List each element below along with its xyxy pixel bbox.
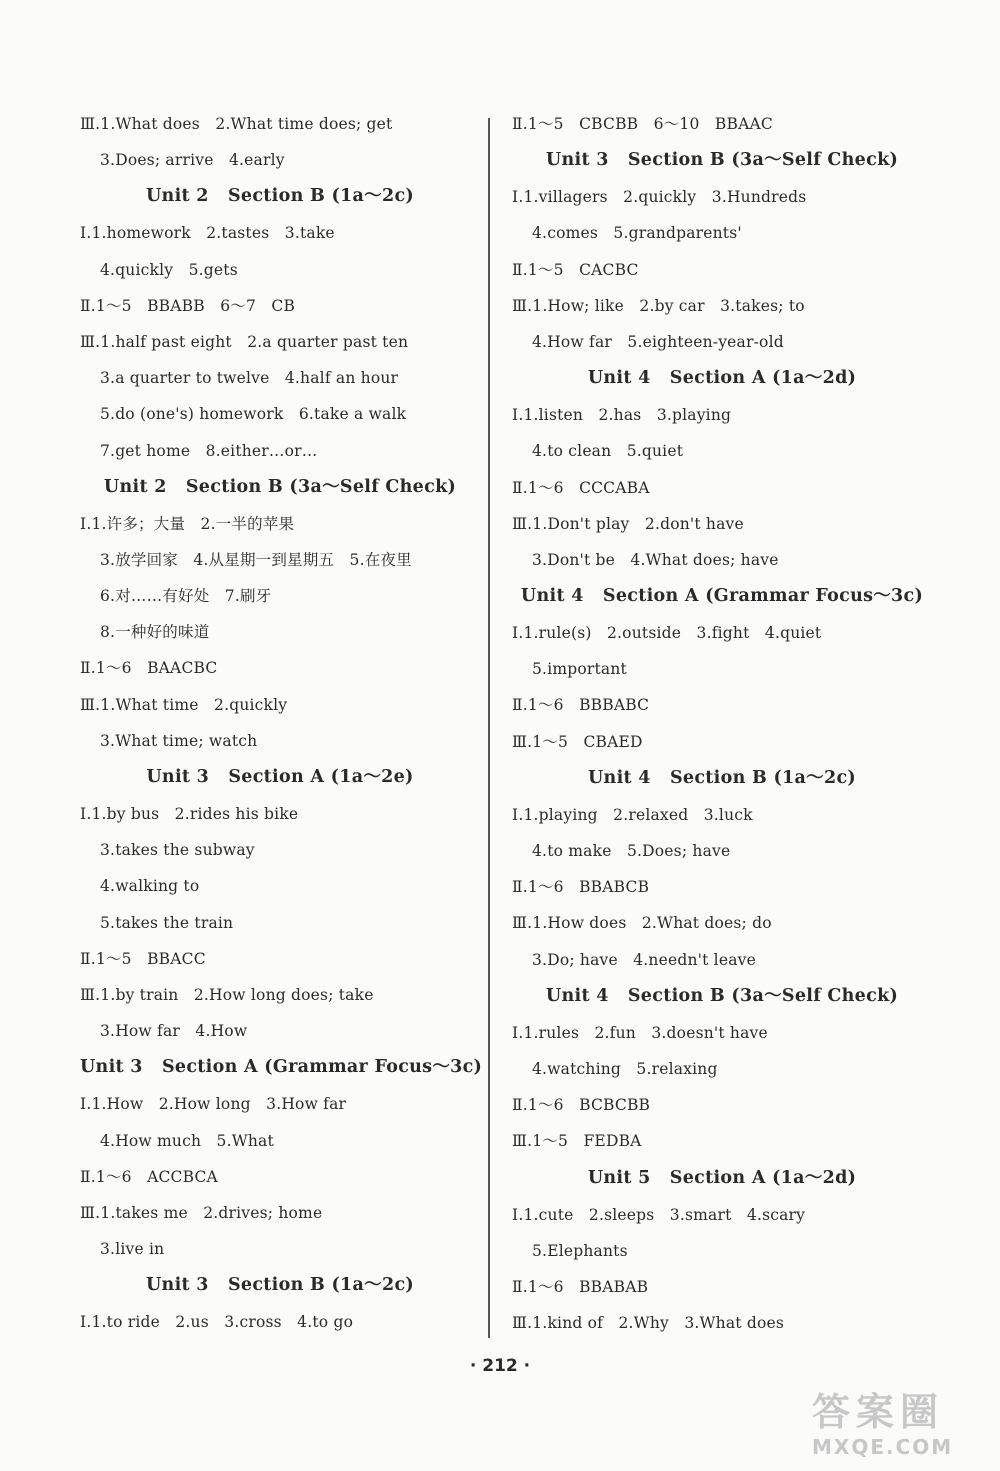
- answer-line: Ⅱ.1～5 CACBC: [512, 260, 639, 279]
- section-heading: Unit 2 Section B (3a～Self Check): [103, 476, 457, 497]
- answer-line: 3.放学回家 4.从星期一到星期五 5.在夜里: [100, 550, 412, 569]
- answer-line: 3.live in: [100, 1240, 165, 1259]
- section-heading: Unit 5 Section A (1a～2d): [587, 1167, 857, 1188]
- section-heading: Unit 4 Section A (Grammar Focus～3c): [520, 586, 924, 607]
- answer-line: 4.to clean 5.quiet: [532, 442, 684, 461]
- answer-line: Ⅱ.1～6 BBABAB: [512, 1277, 649, 1296]
- answer-line: Ⅱ.1～6 ACCBCA: [80, 1167, 218, 1186]
- answer-line: Ⅰ.1.to ride 2.us 3.cross 4.to go: [80, 1313, 354, 1332]
- answer-line: Ⅲ.1.How; like 2.by car 3.takes; to: [512, 296, 805, 315]
- answer-line: Ⅱ.1～6 BCBCBB: [512, 1096, 651, 1115]
- answer-line: Ⅱ.1～5 CBCBB 6～10 BBAAC: [512, 115, 773, 133]
- answer-line: Ⅲ.1.kind of 2.Why 3.What does: [512, 1314, 785, 1333]
- section-heading: Unit 4 Section B (3a～Self Check): [545, 985, 899, 1006]
- answer-line: 3.Does; arrive 4.early: [100, 151, 285, 170]
- answer-line: Ⅰ.1.by bus 2.rides his bike: [80, 805, 299, 823]
- answer-line: Ⅰ.1.homework 2.tastes 3.take: [80, 224, 335, 243]
- section-heading: Unit 3 Section A (1a～2e): [146, 767, 414, 787]
- section-heading: Unit 3 Section B (1a～2c): [145, 1275, 414, 1296]
- answer-line: Ⅰ.1.许多；大量 2.一半的苹果: [80, 514, 295, 533]
- answer-line: 3.What time; watch: [100, 731, 258, 750]
- answer-line: Ⅲ.1.Don't play 2.don't have: [512, 514, 744, 533]
- answer-line: 3.takes the subway: [100, 841, 255, 860]
- answer-line: Ⅱ.1～6 BAACBC: [80, 659, 218, 678]
- answer-line: Ⅰ.1.playing 2.relaxed 3.luck: [512, 805, 753, 824]
- answer-line: Ⅲ.1.What does 2.What time does; get: [80, 115, 393, 133]
- answer-line: 4.to make 5.Does; have: [532, 842, 731, 860]
- right-column: [512, 106, 932, 1341]
- section-heading: Unit 4 Section B (1a～2c): [587, 767, 856, 788]
- section-heading: Unit 3 Section B (3a～Self Check): [545, 150, 899, 171]
- section-heading: Unit 4 Section A (1a～2d): [587, 368, 857, 389]
- answer-line: 4.comes 5.grandparents': [532, 224, 742, 243]
- section-heading: Unit 2 Section B (1a～2c): [145, 186, 414, 207]
- answer-line: Ⅲ.1.by train 2.How long does; take: [80, 985, 374, 1004]
- page-number: · 212 ·: [469, 1356, 531, 1376]
- answer-line: Ⅰ.1.rule(s) 2.outside 3.fight 4.quiet: [512, 624, 822, 643]
- answer-line: 4.watching 5.relaxing: [532, 1059, 718, 1078]
- answer-line: Ⅲ.1.takes me 2.drives; home: [80, 1203, 323, 1222]
- answer-line: Ⅰ.1.listen 2.has 3.playing: [512, 406, 732, 425]
- answer-line: 5.important: [532, 660, 627, 679]
- answer-line: Ⅰ.1.villagers 2.quickly 3.Hundreds: [512, 188, 807, 207]
- answer-line: 5.takes the train: [100, 913, 234, 932]
- answer-line: Ⅲ.1.How does 2.What does; do: [512, 914, 772, 933]
- left-column: [80, 106, 483, 1340]
- answer-line: 4.How far 5.eighteen-year-old: [532, 332, 784, 351]
- answer-line: 7.get home 8.either…or…: [100, 441, 318, 460]
- watermark-en-text: MXQE.COM: [812, 1435, 954, 1459]
- answer-line: Ⅱ.1～6 CCCABA: [512, 478, 650, 497]
- answer-line: Ⅰ.1.rules 2.fun 3.doesn't have: [512, 1023, 768, 1042]
- answer-line: Ⅰ.1.How 2.How long 3.How far: [80, 1095, 347, 1114]
- answer-line: Ⅱ.1～6 BBBABC: [512, 696, 650, 715]
- answer-line: Ⅰ.1.cute 2.sleeps 3.smart 4.scary: [512, 1205, 806, 1224]
- answer-line: 4.How much 5.What: [100, 1131, 274, 1150]
- answer-line: Ⅱ.1～5 BBABB 6～7 CB: [80, 296, 296, 315]
- answer-line: 3.How far 4.How: [100, 1022, 248, 1041]
- answer-line: 3.Do; have 4.needn't leave: [532, 950, 756, 969]
- answer-line: 3.Don't be 4.What does; have: [532, 550, 779, 569]
- watermark-logo: [812, 1390, 992, 1470]
- answer-line: 5.Elephants: [532, 1241, 628, 1260]
- answer-line: Ⅲ.1～5 FEDBA: [512, 1132, 642, 1151]
- answer-line: 4.walking to: [100, 877, 200, 896]
- answer-line: Ⅱ.1～6 BBABCB: [512, 878, 650, 897]
- answer-line: 5.do (one's) homework 6.take a walk: [100, 405, 407, 424]
- watermark-cn-text: 答案圈: [812, 1390, 945, 1434]
- answer-line: Ⅲ.1.half past eight 2.a quarter past ten: [80, 332, 409, 351]
- answer-line: Ⅲ.1.What time 2.quickly: [80, 695, 288, 714]
- answer-line: 3.a quarter to twelve 4.half an hour: [100, 369, 399, 388]
- answer-line: Ⅱ.1～5 BBACC: [80, 949, 206, 968]
- answer-line: Ⅲ.1～5 CBAED: [512, 732, 643, 751]
- section-heading: Unit 3 Section A (Grammar Focus～3c): [80, 1057, 483, 1078]
- answer-line: 6.对……有好处 7.刷牙: [100, 587, 272, 606]
- answer-line: 4.quickly 5.gets: [100, 260, 238, 279]
- answer-line: 8.一种好的味道: [100, 623, 210, 642]
- column-divider: [488, 118, 490, 1338]
